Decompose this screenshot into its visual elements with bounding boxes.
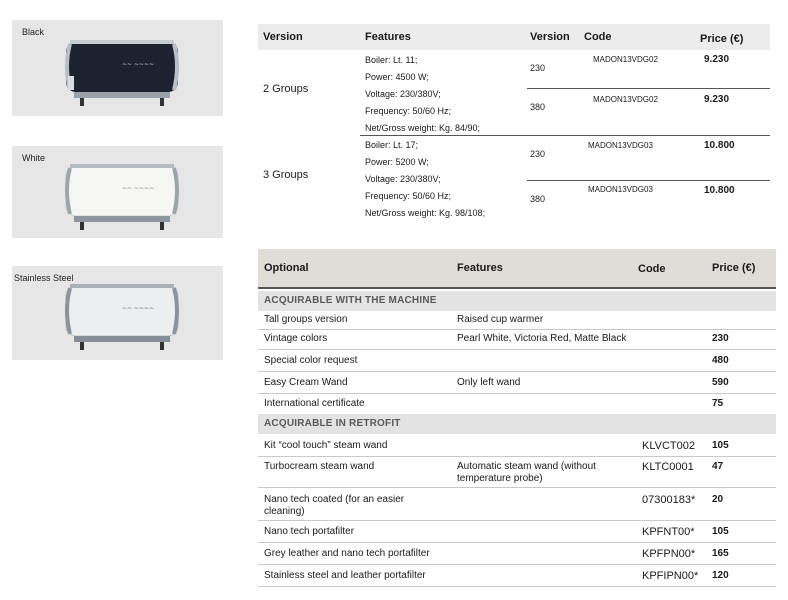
option-price: 120 — [712, 570, 729, 581]
swatch-label: White — [22, 153, 46, 163]
versions-table-header — [258, 24, 770, 50]
option-name: Turbocream steam wand — [264, 461, 375, 472]
option-price: 480 — [712, 355, 729, 366]
row-code: MADON13VDG03 — [588, 141, 653, 150]
feature-line: Voltage: 230/380V; — [365, 89, 441, 99]
header-features: Features — [365, 31, 411, 43]
feature-line: Boiler: Lt. 11; — [365, 55, 418, 65]
option-price: 590 — [712, 377, 729, 388]
row-divider — [258, 542, 776, 543]
row-divider — [527, 180, 770, 181]
swatch-label: Stainless Steel — [14, 273, 74, 283]
row-code: MADON13VDG02 — [593, 95, 658, 104]
header-price: Price (€) — [700, 33, 744, 45]
row-divider — [258, 520, 776, 521]
section-header — [258, 414, 776, 434]
machine-image-black — [56, 36, 186, 108]
option-name: Kit “cool touch” steam wand — [264, 440, 388, 451]
row-voltage: 230 — [530, 63, 546, 73]
group-name-3: 3 Groups — [263, 169, 309, 181]
swatch-white — [12, 146, 223, 238]
feature-line: Frequency: 50/60 Hz; — [365, 106, 452, 116]
option-name: Stainless steel and leather portafilter — [264, 570, 426, 581]
option-price: 47 — [712, 461, 724, 472]
header-code: Code — [638, 263, 666, 275]
row-divider — [258, 349, 776, 350]
group-name-2: 2 Groups — [263, 83, 309, 95]
option-features: Pearl White, Victoria Red, Matte Black — [457, 333, 627, 344]
option-name: Grey leather and nano tech portafilter — [264, 548, 430, 559]
swatch-stainless-steel — [12, 266, 223, 360]
group-divider — [360, 135, 770, 136]
row-divider — [527, 88, 770, 89]
option-code: KPFIPN00* — [642, 570, 699, 582]
option-features: Raised cup warmer — [457, 314, 544, 325]
row-price: 9.230 — [704, 94, 730, 105]
option-name: Special color request — [264, 355, 358, 366]
option-name-line2: cleaning) — [264, 506, 305, 517]
option-price: 20 — [712, 494, 724, 505]
svg-text:~~ ~~~~: ~~ ~~~~ — [122, 305, 155, 312]
row-price: 10.800 — [704, 140, 735, 151]
feature-line: Power: 4500 W; — [365, 72, 429, 82]
header-version: Version — [263, 31, 303, 43]
option-price: 105 — [712, 526, 729, 537]
option-name: Easy Cream Wand — [264, 377, 348, 388]
option-features: Automatic steam wand (without — [457, 461, 596, 472]
swatch-label: Black — [22, 27, 45, 37]
svg-text:~~ ~~~~: ~~ ~~~~ — [122, 185, 155, 192]
option-price: 230 — [712, 333, 729, 344]
feature-line: Frequency: 50/60 Hz; — [365, 191, 452, 201]
feature-line: Power: 5200 W; — [365, 157, 429, 167]
option-features-line2: temperature probe) — [457, 473, 543, 484]
feature-line: Net/Gross weight: Kg. 84/90; — [365, 123, 481, 133]
option-code: 07300183* — [642, 494, 696, 506]
feature-line: Boiler: Lt. 17; — [365, 140, 419, 150]
feature-line: Net/Gross weight: Kg. 98/108; — [365, 208, 486, 218]
row-divider — [258, 456, 776, 457]
swatch-black — [12, 20, 223, 116]
option-name: Nano tech portafilter — [264, 526, 355, 537]
header-code: Code — [584, 31, 612, 43]
option-name: International certificate — [264, 398, 365, 409]
row-code: MADON13VDG03 — [588, 185, 653, 194]
header-version-voltage: Version — [530, 31, 570, 43]
row-price: 10.800 — [704, 185, 735, 196]
row-divider — [258, 329, 776, 330]
machine-image-white — [56, 160, 186, 232]
option-name: Vintage colors — [264, 333, 328, 344]
option-price: 75 — [712, 398, 724, 409]
option-price: 105 — [712, 440, 729, 451]
option-code: KPFNT00* — [642, 526, 695, 538]
row-price: 9.230 — [704, 54, 730, 65]
row-voltage: 380 — [530, 102, 546, 112]
header-features: Features — [457, 262, 503, 274]
header-price: Price (€) — [712, 262, 756, 274]
option-code: KLTC0001 — [642, 461, 694, 473]
option-name: Tall groups version — [264, 314, 348, 325]
row-divider — [258, 564, 776, 565]
section-title: ACQUIRABLE WITH THE MACHINE — [264, 295, 437, 306]
option-price: 165 — [712, 548, 729, 559]
option-code: KPFPN00* — [642, 548, 696, 560]
row-divider — [258, 393, 776, 394]
section-title: ACQUIRABLE IN RETROFIT — [264, 418, 401, 429]
row-divider — [258, 586, 776, 587]
machine-image-stainless — [56, 280, 186, 352]
option-code: KLVCT002 — [642, 440, 695, 452]
row-code: MADON13VDG02 — [593, 55, 658, 64]
feature-line: Voltage: 230/380V; — [365, 174, 441, 184]
header-optional: Optional — [264, 262, 309, 274]
option-name: Nano tech coated (for an easier — [264, 494, 405, 505]
option-features: Only left wand — [457, 377, 521, 388]
section-header — [258, 291, 776, 311]
svg-text:~~ ~~~~: ~~ ~~~~ — [122, 61, 155, 68]
row-divider — [258, 487, 776, 488]
row-voltage: 230 — [530, 149, 546, 159]
row-voltage: 380 — [530, 194, 546, 204]
optional-table-header — [258, 249, 776, 287]
header-underline — [258, 287, 776, 289]
row-divider — [258, 371, 776, 372]
